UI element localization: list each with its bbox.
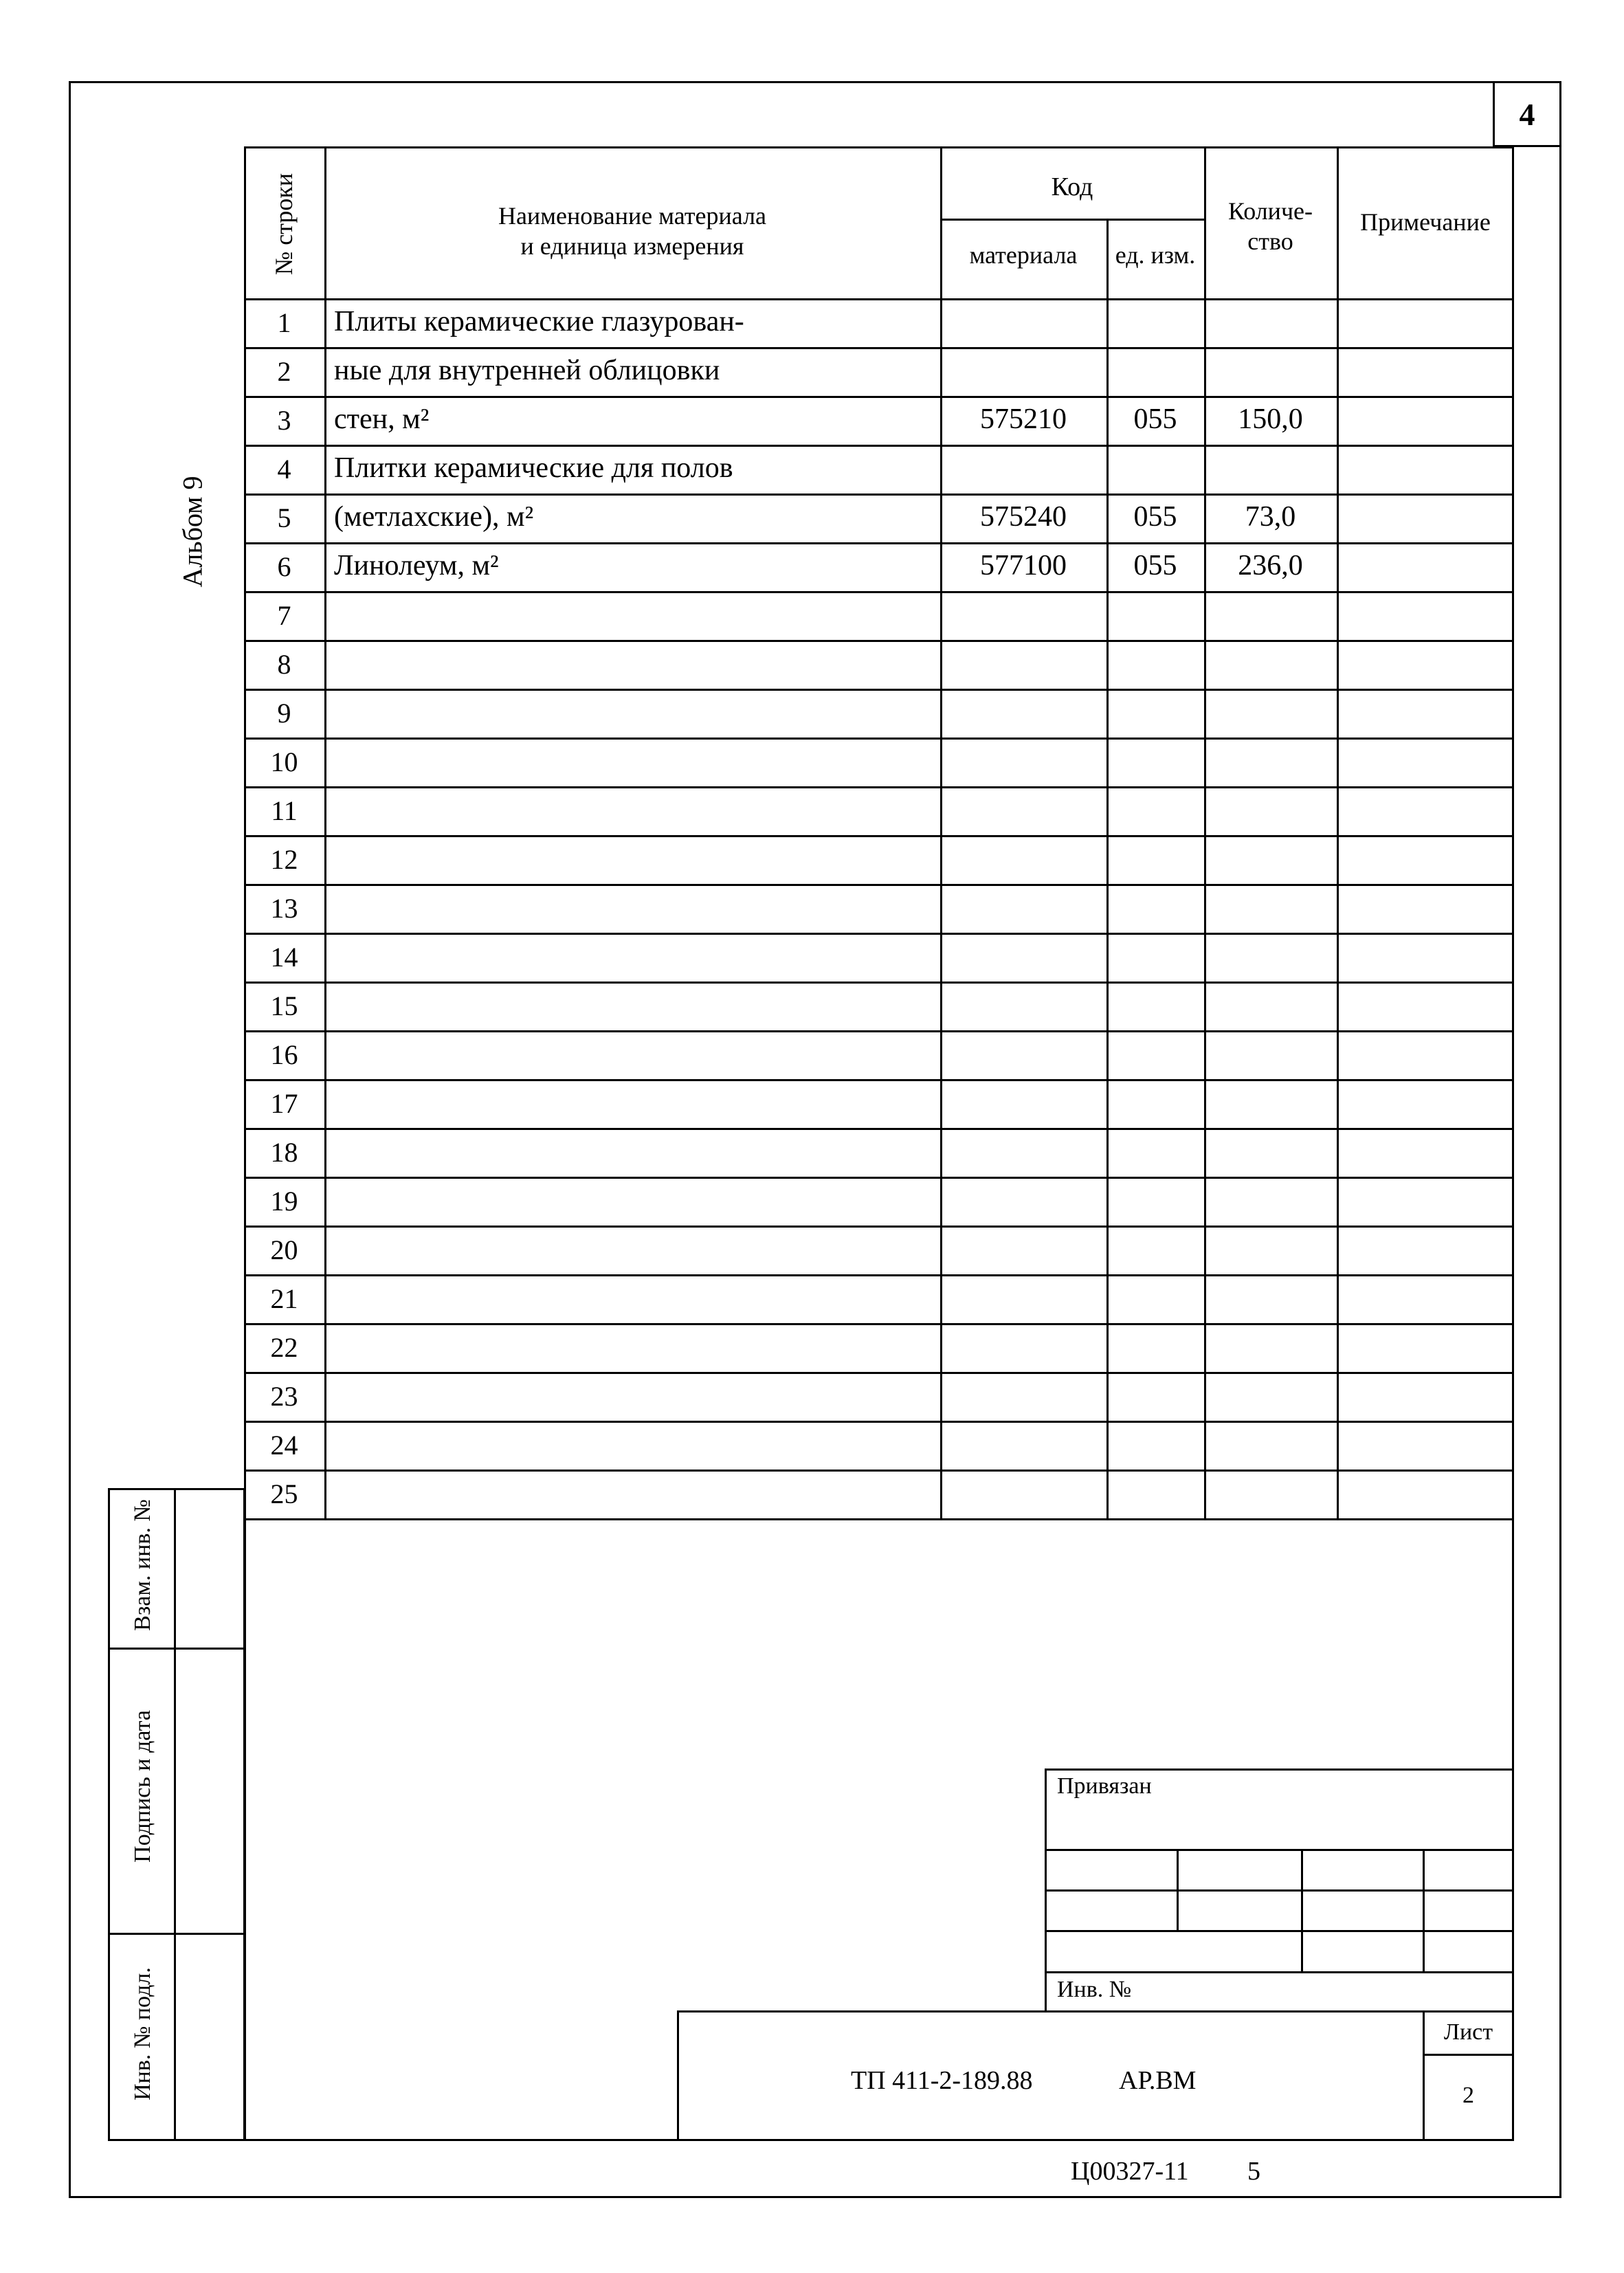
row-line [244,1226,1514,1228]
row-number: 17 [270,1088,298,1119]
privyazan-line-1 [1045,1849,1514,1851]
row-number: 24 [270,1430,298,1461]
row-number: 5 [277,502,291,533]
table-cell-unit: 055 [1133,501,1177,533]
table-cell-material: 575210 [980,403,1067,435]
row-line [244,1128,1514,1130]
col-sep-4 [1204,146,1206,1520]
privyazan-line-4 [1045,1971,1514,1973]
col-sep-2 [940,146,942,1520]
row-line [244,640,1514,642]
row-line [244,1372,1514,1374]
row-line [244,591,1514,593]
table-cell-material: 575240 [980,501,1067,533]
code-subheader-line [940,219,1204,221]
page-number: 4 [1519,97,1535,132]
table-cell-qty: 73,0 [1245,501,1296,533]
side-stamp-sep [174,1488,176,2141]
row-line [244,1030,1514,1032]
row-number: 21 [270,1283,298,1314]
row-number: 12 [270,844,298,875]
row-number: 22 [270,1332,298,1363]
privyazan-line-3 [1045,1930,1514,1932]
row-line [244,347,1514,349]
privyazan-col-3 [1423,1849,1425,1971]
row-number: 14 [270,942,298,973]
table-cell-unit: 055 [1133,403,1177,435]
table-bottom-border [244,2139,1514,2141]
privyazan-col-2 [1301,1849,1303,1971]
album-label: Альбом 9 [177,476,208,588]
header-code-material: материала [969,241,1078,269]
side-stamp-line-1 [108,1648,245,1650]
row-number: 16 [270,1039,298,1070]
materials-table [244,146,1514,1520]
row-number: 3 [277,405,291,436]
row-number: 20 [270,1234,298,1265]
side-vzam: Взам. инв. № [130,1499,155,1631]
table-cell-unit: 055 [1133,550,1177,581]
row-number: 2 [277,356,291,387]
row-line [244,835,1514,837]
row-number: 13 [270,893,298,924]
table-cell-name: стен, м² [334,403,430,435]
header-note: Примечание [1360,208,1491,236]
privyazan-line-2 [1045,1889,1514,1892]
list-label-line [1423,2054,1514,2056]
doc-block-left [677,2010,679,2141]
header-bottom-line [244,298,1514,300]
side-inv-podl: Инв. № подл. [130,1967,155,2100]
row-line [244,494,1514,496]
row-number: 25 [270,1478,298,1509]
inv-no-label: Инв. № [1057,1977,1132,2002]
row-line [244,1323,1514,1325]
header-row-no: № строки [270,173,298,276]
privyazan-col-1 [1177,1849,1179,1930]
privyazan-top [1045,1768,1514,1771]
row-line [244,445,1514,447]
row-line [244,1470,1514,1472]
header-code: Код [1051,173,1093,201]
header-name: Наименование материала и единица измерения [498,202,767,260]
row-number: 6 [277,551,291,582]
table-cell-material: 577100 [980,550,1067,581]
table-cell-qty: 236,0 [1238,550,1303,581]
row-line [244,689,1514,691]
footer-num: 5 [1247,2157,1260,2186]
row-number: 15 [270,990,298,1021]
table-cell-name: Плиты керамические глазурован- [334,306,744,337]
footer-code: Ц00327-11 [1071,2157,1189,2186]
row-number: 23 [270,1381,298,1412]
row-number: 7 [277,600,291,631]
row-line [244,933,1514,935]
row-line [244,396,1514,398]
row-line [244,1421,1514,1423]
list-number: 2 [1462,2083,1474,2108]
row-number: 4 [277,454,291,485]
row-line [244,1274,1514,1276]
doc-code: ТП 411-2-189.88 [851,2066,1033,2095]
row-line [244,884,1514,886]
row-number: 18 [270,1137,298,1168]
row-line [244,1177,1514,1179]
side-stamp-line-2 [108,1933,245,1935]
doc-block-top [677,2010,1514,2013]
row-number: 9 [277,698,291,729]
table-cell-name: ные для внутренней облицовки [334,355,720,386]
row-line [244,738,1514,740]
header-code-unit: ед. изм. [1115,241,1196,269]
table-right-border-lower [1512,1519,1514,2141]
col-sep-5 [1337,146,1339,1520]
header-quantity: Количе- ство [1227,197,1313,255]
side-podpis: Подпись и дата [130,1710,155,1863]
table-cell-name: Линолеум, м² [334,550,499,581]
row-number: 1 [277,307,291,338]
doc-mark: АР.ВМ [1119,2066,1197,2095]
list-label: Лист [1443,2019,1493,2045]
row-line [244,786,1514,788]
table-cell-qty: 150,0 [1238,403,1303,435]
row-line [244,542,1514,544]
side-stamp [108,1488,245,2141]
row-line [244,982,1514,984]
row-number: 19 [270,1186,298,1217]
row-line [244,1079,1514,1081]
row-number: 11 [271,795,298,826]
table-cell-name: Плитки керамические для полов [334,452,733,484]
row-number: 8 [277,649,291,680]
col-sep-1 [324,146,326,1520]
row-number: 10 [270,746,298,777]
privyazan-label: Привязан [1057,1773,1152,1799]
table-cell-name: (метлахские), м² [334,501,534,533]
